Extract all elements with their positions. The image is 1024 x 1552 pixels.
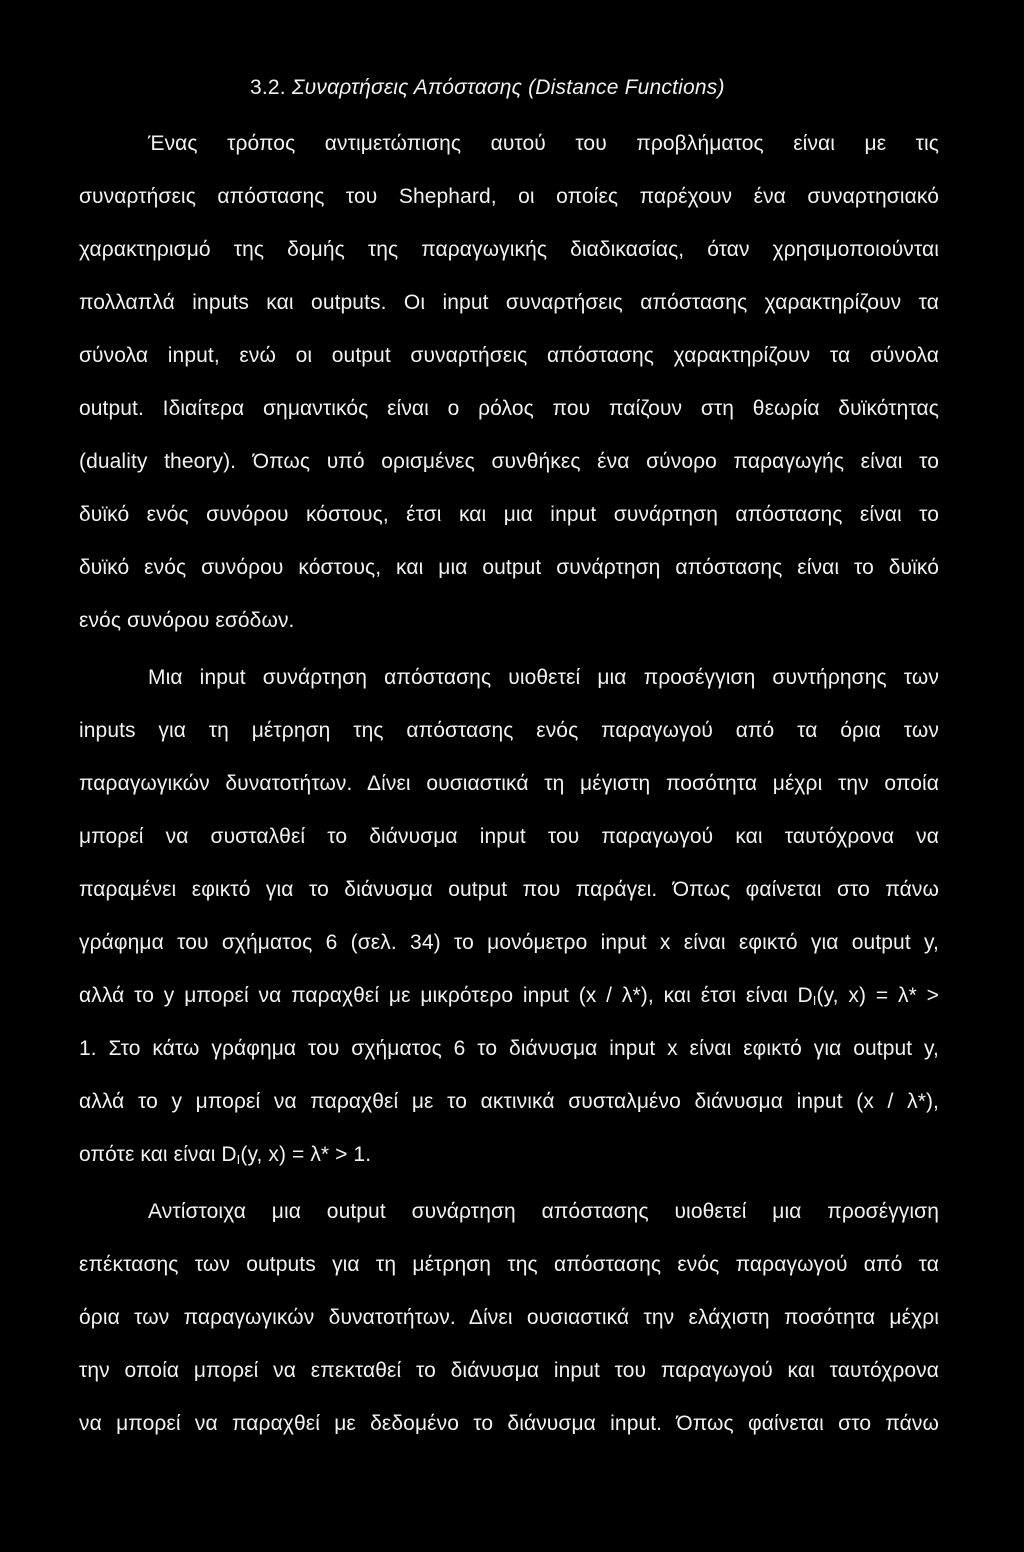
paragraph-1-line-2: συναρτήσεις απόστασης του Shephard, οι οποίες παρέχουν ένα συναρτησιακό bbox=[79, 185, 939, 208]
paragraph-2-line-4: μπορεί να συσταλθεί το διάνυσμα input του παραγωγού και ταυτόχρονα να bbox=[79, 825, 939, 848]
paragraph-1-line-9: δυϊκό ενός συνόρου κόστους, και μια output συνάρτηση απόστασης είναι το δυϊκό bbox=[79, 556, 939, 579]
paragraph-1-line-6: output. Ιδιαίτερα σημαντικός είναι ο ρόλος που παίζουν στη θεωρία δυϊκότητας bbox=[79, 397, 939, 420]
paragraph-3-line-3: όρια των παραγωγικών δυνατοτήτων. Δίνει ουσιαστικά την ελάχιστη ποσότητα μέχρι bbox=[79, 1306, 939, 1329]
paragraph-1-line-8: δυϊκό ενός συνόρου κόστους, έτσι και μια input συνάρτηση απόστασης είναι το bbox=[79, 503, 939, 526]
paragraph-3-line-5: να μπορεί να παραχθεί με δεδομένο το διάνυσμα input. Όπως φαίνεται στο πάνω bbox=[79, 1412, 939, 1435]
line-text: αλλά το y μπορεί να παραχθεί με μικρότερο input (x / λ*), και έτσι είναι D bbox=[79, 984, 813, 1007]
paragraph-1-line-1: Ένας τρόπος αντιμετώπισης αυτού του προβλήματος είναι με τις bbox=[148, 132, 939, 155]
paragraph-3-line-4: την οποία μπορεί να επεκταθεί το διάνυσμα input του παραγωγού και ταυτόχρονα bbox=[79, 1359, 939, 1382]
paragraph-2-line-8: 1. Στο κάτω γράφημα του σχήματος 6 το διάνυσμα input x είναι εφικτό για output y, bbox=[79, 1037, 939, 1060]
line-text: (y, x) = λ* > bbox=[816, 984, 939, 1007]
section-number: 3.2. bbox=[250, 76, 286, 99]
paragraph-2-line-10 bbox=[79, 1141, 371, 1169]
paragraph-3-line-1: Αντίστοιχα μια output συνάρτηση απόστασης υιοθετεί μια προσέγγιση bbox=[148, 1200, 939, 1223]
paragraph-2-line-7 bbox=[79, 982, 939, 1010]
paragraph-1-line-5: σύνολα input, ενώ οι output συναρτήσεις απόστασης χαρακτηρίζουν τα σύνολα bbox=[79, 344, 939, 367]
paragraph-1-line-3: χαρακτηρισμό της δομής της παραγωγικής διαδικασίας, όταν χρησιμοποιούνται bbox=[79, 238, 939, 261]
paragraph-1-line-7: (duality theory). Όπως υπό ορισμένες συνθήκες ένα σύνορο παραγωγής είναι το bbox=[79, 450, 939, 473]
section-title: Συναρτήσεις Απόστασης (Distance Functions) bbox=[291, 76, 725, 99]
paragraph-2-line-6: γράφημα του σχήματος 6 (σελ. 34) το μονόμετρο input x είναι εφικτό για output y, bbox=[79, 931, 939, 954]
paragraph-2-line-1: Μια input συνάρτηση απόστασης υιοθετεί μια προσέγγιση συντήρησης των bbox=[148, 666, 939, 689]
paragraph-2-line-9: αλλά το y μπορεί να παραχθεί με το ακτινικά συσταλμένο διάνυσμα input (x / λ*), bbox=[79, 1090, 939, 1113]
paragraph-2-line-5: παραμένει εφικτό για το διάνυσμα output που παράγει. Όπως φαίνεται στο πάνω bbox=[79, 878, 939, 901]
paragraph-1-line-10: ενός συνόρου εσόδων. bbox=[79, 609, 295, 632]
section-heading bbox=[250, 74, 725, 102]
paragraph-3-line-2: επέκτασης των outputs για τη μέτρηση της απόστασης ενός παραγωγού από τα bbox=[79, 1253, 939, 1276]
subscript: I bbox=[812, 993, 817, 1008]
subscript: I bbox=[236, 1152, 241, 1167]
paragraph-1-line-4: πολλαπλά inputs και outputs. Οι input συναρτήσεις απόστασης χαρακτηρίζουν τα bbox=[79, 291, 939, 314]
line-text: (y, x) = λ* > 1. bbox=[240, 1143, 372, 1166]
paragraph-2-line-2: inputs για τη μέτρηση της απόστασης ενός παραγωγού από τα όρια των bbox=[79, 719, 939, 742]
line-text: οπότε και είναι D bbox=[79, 1143, 237, 1166]
paragraph-2-line-3: παραγωγικών δυνατοτήτων. Δίνει ουσιαστικά τη μέγιστη ποσότητα μέχρι την οποία bbox=[79, 772, 939, 795]
